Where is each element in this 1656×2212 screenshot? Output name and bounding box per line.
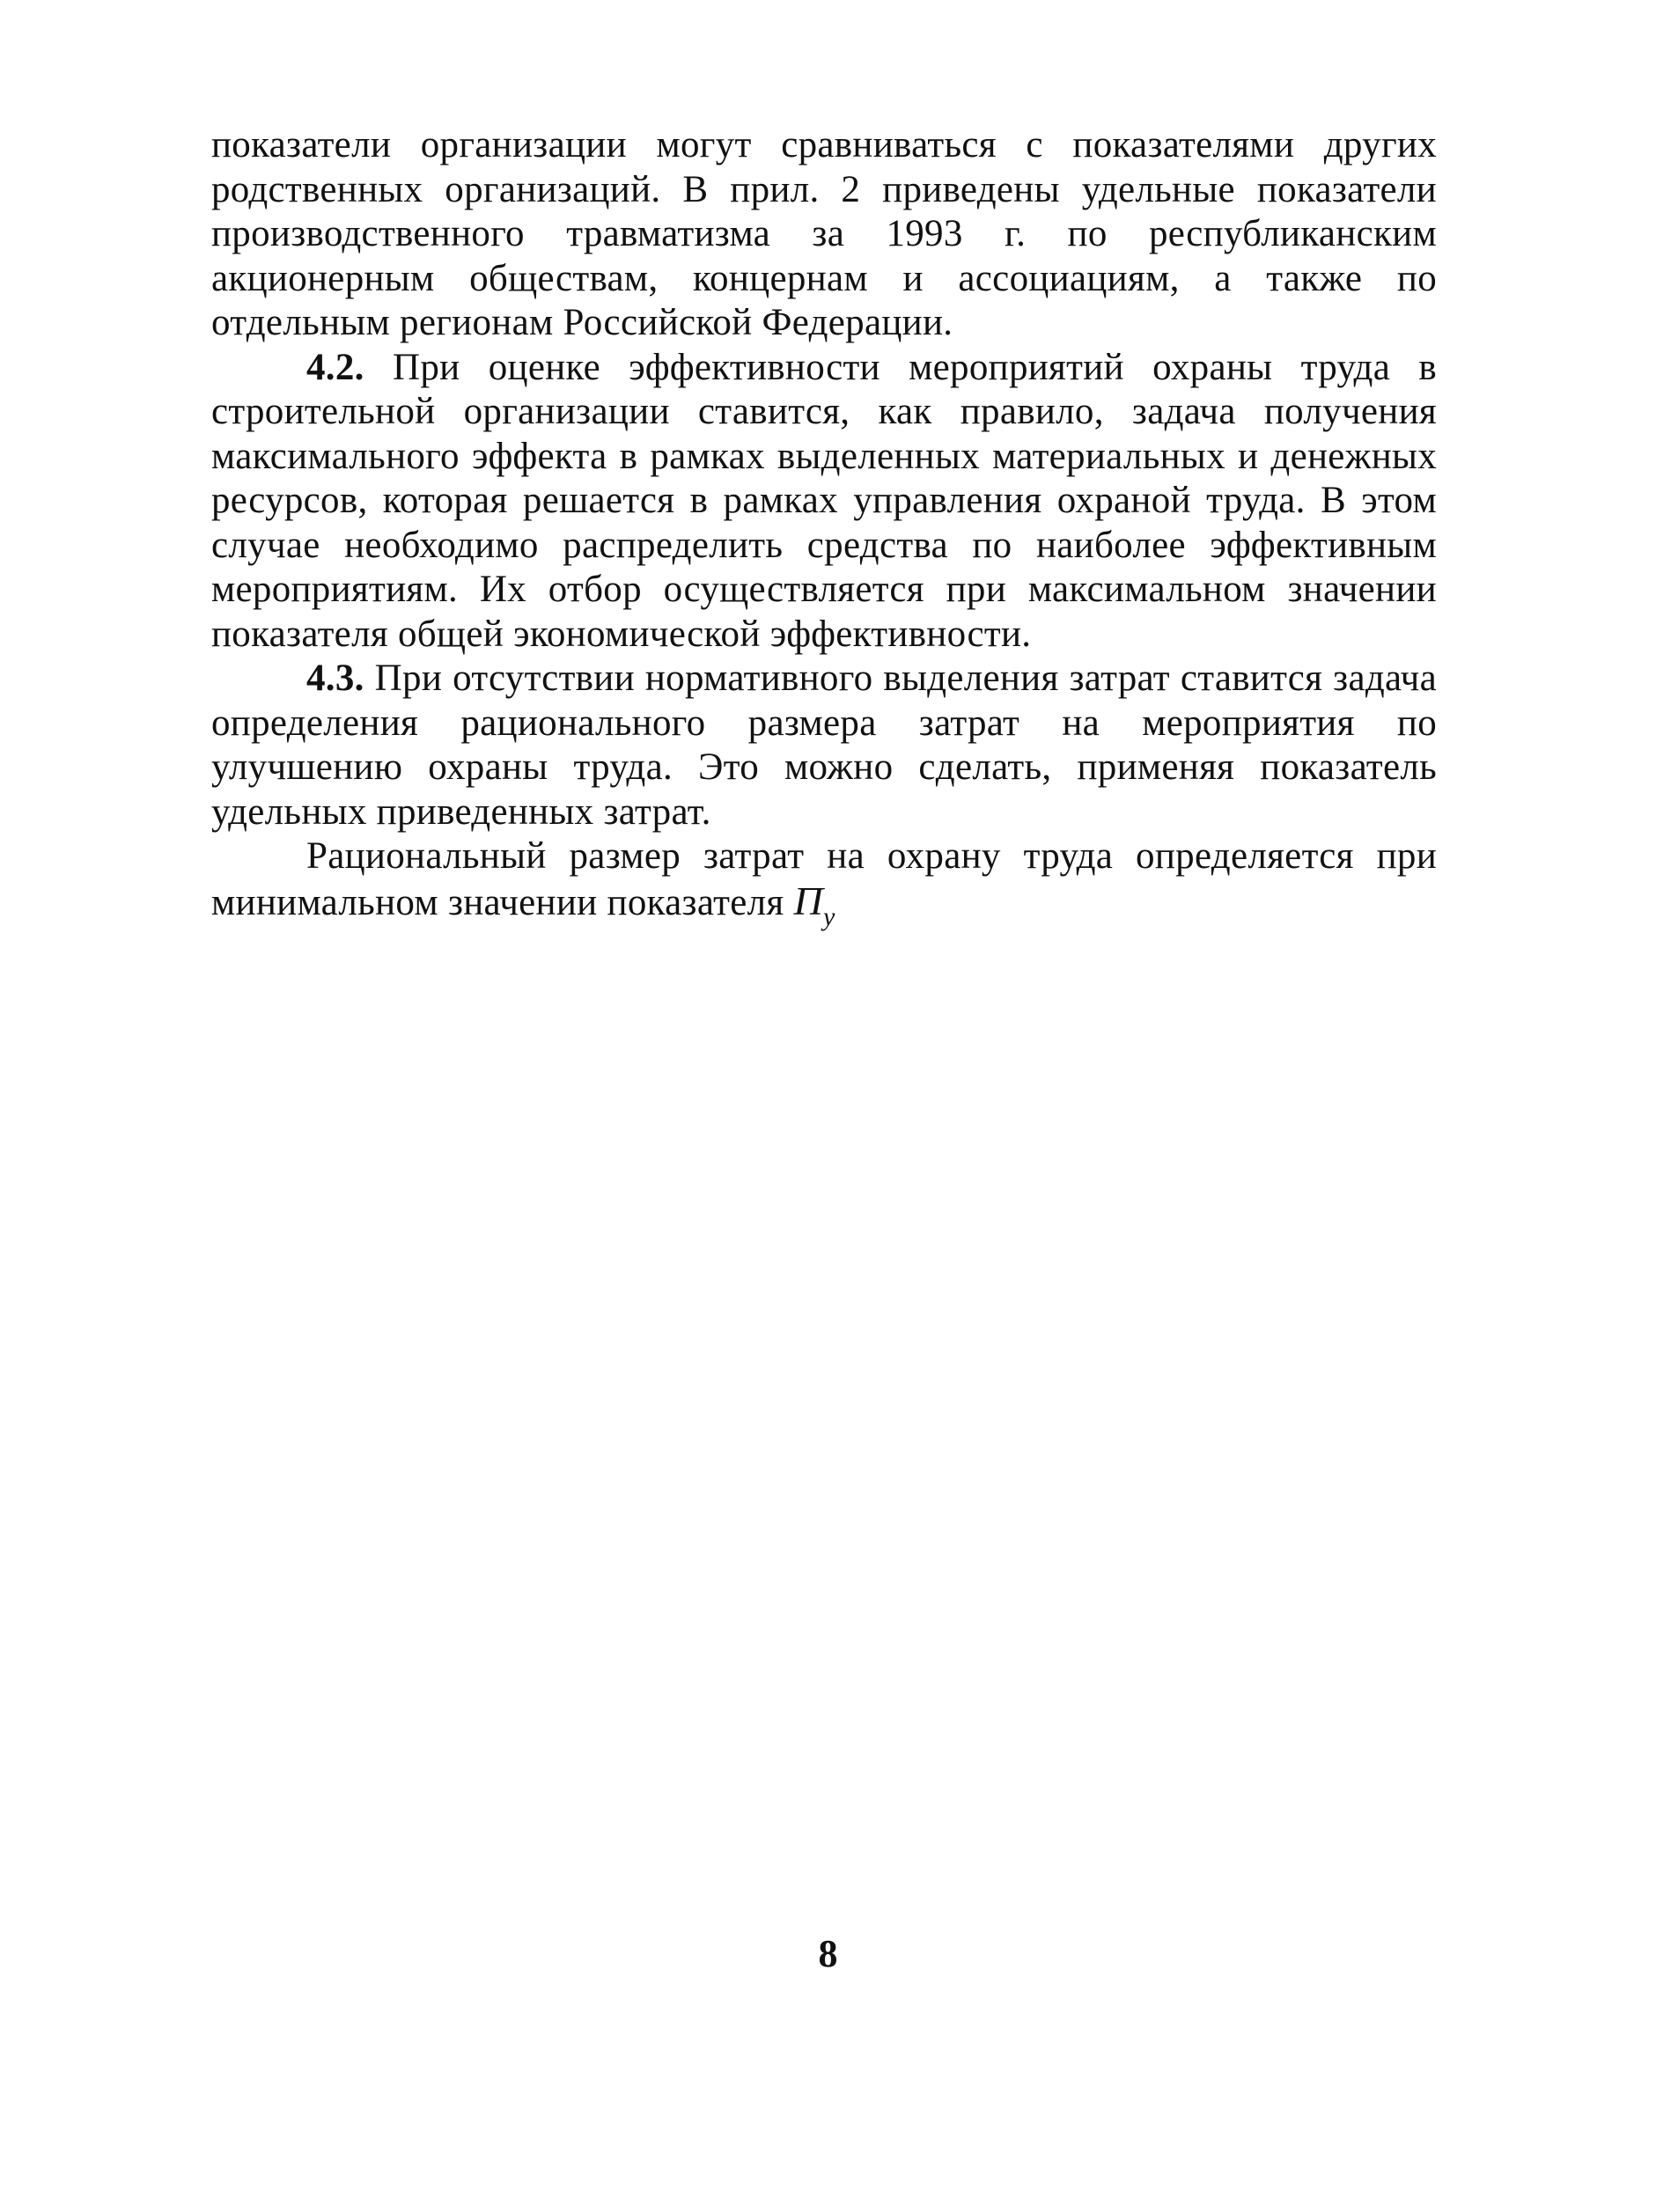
section-number: 4.3. [306,658,364,699]
formula-symbol: П [793,878,824,923]
section-number: 4.2. [306,346,364,388]
body-text [211,123,1437,939]
paragraph-text: Рациональный размер затрат на охрану труда определяется при минимальном значении показателя [211,835,1437,923]
paragraph-4-3 [211,657,1437,834]
formula-subscript: у [823,901,835,931]
paragraph-text: показатели организации могут сравниваться с показателями других родственных организаций. В прил. 2 приведены удельные показатели производственного травматизма за 1993 г. по республиканским акционерным обществам, концернам и ассоциациям, а также по отдельным регионам Российской Федерации. [211,124,1437,343]
paragraph-continuation [211,123,1437,346]
paragraph-rational-cost [211,834,1437,939]
paragraph-text: При оценке эффективности мероприятий охраны труда в строительной организации ставится, как правило, задача получения максимального эффекта в рамках выделенных материальных и денежных ресурсов, которая решается в рамках управления охраной труда. В этом случае необходимо распределить средства по наиболее эффективным мероприятиям. Их отбор осуществляется при максимальном значении показателя общей экономической эффективности. [211,346,1437,655]
page-number: 8 [818,1932,838,1975]
paragraph-4-2 [211,346,1437,658]
paragraph-text: При отсутствии нормативного выделения затрат ставится задача определения рационального размера затрат на мероприятия по улучшению охраны труда. Это можно сделать, применяя показатель удельных приведенных затрат. [211,658,1437,833]
